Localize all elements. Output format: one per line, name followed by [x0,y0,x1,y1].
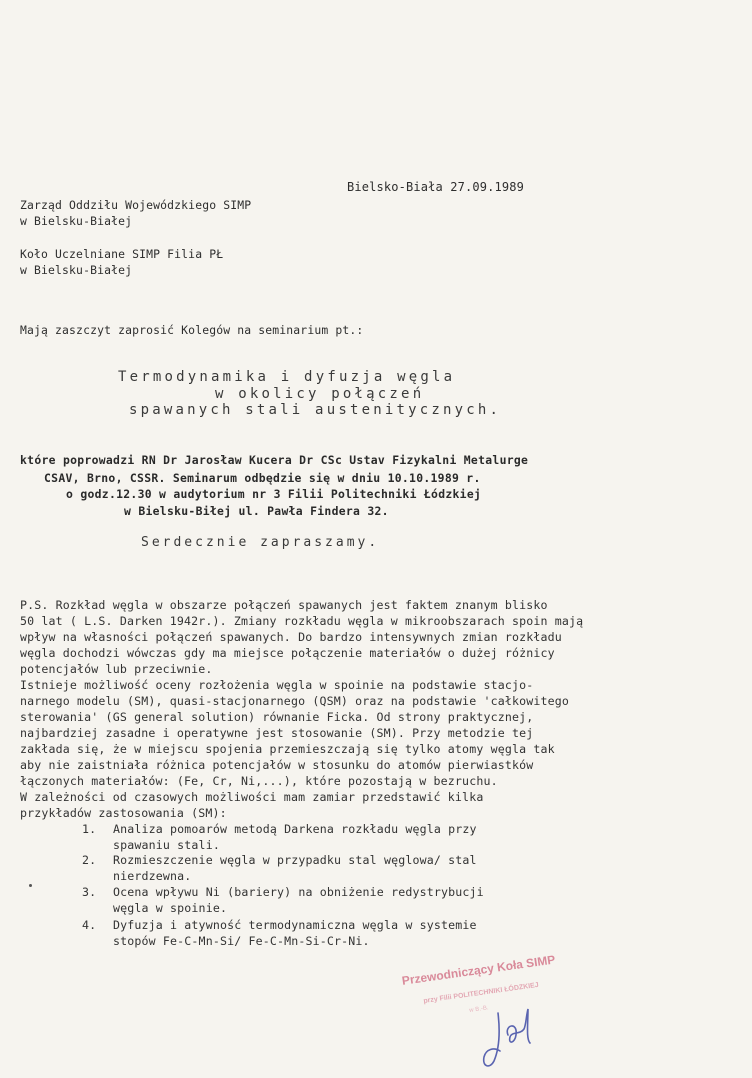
details-line3: o godz.12.30 w audytorium nr 3 Filii Politechniki Łódzkiej [66,487,482,501]
list-item-number: 1. [82,822,97,836]
list-item-text: węgla w spoinie. [113,901,228,915]
ps-line: P.S. Rozkład węgla w obszarze połączeń spawanych jest faktem znanym blisko [20,598,548,612]
stamp-city: w B.-B. [469,1005,489,1014]
sender1-name: Zarząd Oddziłu Wojewódzkiego SIMP [20,198,252,212]
stamp-title: Przewodniczący Koła SIMP [401,952,557,988]
seminar-title-line3: spawanych stali austenitycznych. [129,402,502,418]
list-item-number: 3. [82,885,97,899]
details-line4: w Bielsku-Biłej ul. Pawła Findera 32. [124,504,389,518]
list-item-text: nierdzewna. [113,869,192,883]
ps-line: Istnieje możliwość oceny rozłożenia węgla w spoinie na podstawie stacjo- [20,678,534,692]
ps-line: narnego modelu (SM), quasi-stacjonarnego (QSM) oraz na podstawie 'całkowitego [20,694,570,708]
list-item-text: stopów Fe-C-Mn-Si/ Fe-C-Mn-Si-Cr-Ni. [113,934,370,948]
list-item-text: Dyfuzja i atywność termodynamiczna węgla w systemie [113,918,477,932]
ps-line: wpływ na własności połączeń spawanych. Do bardzo intensywnych zmian rozkładu [20,630,562,644]
sender1-city: w Bielsku-Białej [20,214,133,228]
stamp-subtitle: przy Filii POLITECHNIKI ŁÓDZKIEJ [423,981,540,1005]
handwritten-signature [470,995,550,1075]
greeting: Serdecznie zapraszamy. [141,535,380,550]
ps-line: przykładów zastosowania (SM): [20,806,227,820]
list-item-text: Rozmieszczenie węgla w przypadku stal węglowa/ stal [113,853,477,867]
ps-line: aby nie zaistniała różnica potencjałów w stosunku do atomów pierwiastków [20,758,534,772]
ps-line: 50 lat ( L.S. Darken 1942r.). Zmiany rozkładu węgla w mikroobszarach spoin mają [20,614,584,628]
invitation-text: Mają zaszczyt zaprosić Kolegów na seminarium pt.: [20,323,364,337]
place-date: Bielsko-Biała 27.09.1989 [347,180,524,194]
list-item-text: Analiza pomoarów metodą Darkena rozkładu węgla przy [113,822,477,836]
list-item-number: 4. [82,918,97,932]
ps-line: W zależności od czasowych możliwości mam zamiar przedstawić kilka [20,790,484,804]
ps-line: łączonych materiałów: (Fe, Cr, Ni,...), które pozostają w bezruchu. [20,774,498,788]
ps-line: zakłada się, że w miejscu spojenia przemieszczają się tylko atomy węgla tak [20,742,555,756]
ps-line: najbardziej zasadne i operatywne jest stosowanie (SM). Przy metodzie tej [20,726,534,740]
ps-line: potencjałów lub przeciwnie. [20,662,213,676]
seminar-title-line1: Termodynamika i dyfuzja węgla [118,369,456,385]
list-item-text: spawaniu stali. [113,838,220,852]
list-item-number: 2. [82,853,97,867]
details-line2: CSAV, Brno, CSSR. Seminarum odbędzie się w dniu 10.10.1989 r. [44,471,481,485]
stray-mark [29,884,32,887]
details-line1: które poprowadzi RN Dr Jarosław Kucera Dr CSc Ustav Fizykalni Metalurge [20,453,529,467]
ps-line: węgla dochodzi wówczas gdy ma miejsce połączenie materiałów o dużej różnicy [20,646,555,660]
sender2-city: w Bielsku-Białej [20,263,133,277]
list-item-text: Ocena wpływu Ni (bariery) na obniżenie redystrybucji [113,885,484,899]
ps-line: sterowania' (GS general solution) równanie Ficka. Od strony praktycznej, [20,710,534,724]
sender2-name: Koło Uczelniane SIMP Filia PŁ [20,247,224,261]
seminar-title-line2: w okolicy połączeń [215,386,425,402]
